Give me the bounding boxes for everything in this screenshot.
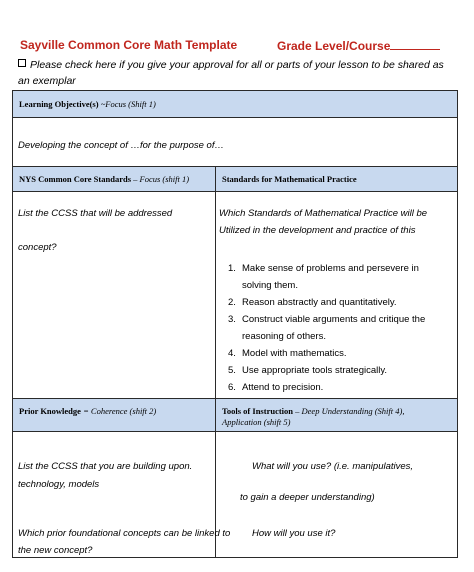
math-practice-item [228, 345, 448, 362]
tools-line3: How will you use it? [252, 528, 336, 539]
nys-standards-focus: – Focus (shift 1) [133, 174, 190, 184]
item-number: 3. [228, 314, 236, 325]
math-practice-item [228, 294, 448, 311]
item-text: Model with mathematics. [242, 348, 347, 359]
math-practice-item [228, 260, 448, 294]
prior-knowledge-line4: the new concept? [18, 545, 93, 556]
item-text: Attend to precision. [242, 382, 324, 393]
column-divider-upper [215, 192, 216, 398]
learning-objective-heading: Learning Objective(s) [19, 99, 99, 109]
math-practice-list [228, 260, 448, 396]
prior-knowledge-sub: = Coherence (shift 2) [83, 406, 157, 416]
math-practice-line1: Which Standards of Mathematical Practice will be [219, 208, 428, 219]
item-number: 1. [228, 263, 236, 274]
prior-knowledge-line1: List the CCSS that you are building upon. [18, 461, 193, 472]
nys-standards-header [12, 166, 216, 192]
approval-checkbox[interactable] [18, 59, 26, 67]
nys-standards-line2: concept? [18, 242, 57, 253]
grade-level-blank[interactable] [390, 38, 440, 50]
math-practice-header [215, 166, 458, 192]
approval-text: Please check here if you give your approval for all or parts of your lesson to be shared as an exemplar [18, 59, 444, 87]
math-practice-item [228, 379, 448, 396]
learning-objective-body: Developing the concept of …for the purpose of… [18, 140, 224, 151]
tools-header [215, 398, 458, 432]
tools-line1: What will you use? (i.e. manipulatives, [252, 461, 414, 472]
nys-standards-heading: NYS Common Core Standards [19, 174, 132, 184]
grade-level-text: Grade Level/Course [277, 39, 391, 53]
template-title: Sayville Common Core Math Template [20, 38, 238, 52]
grade-level-label [277, 38, 440, 53]
item-text: Use appropriate tools strategically. [242, 365, 388, 376]
tools-sub1: – Deep Understanding (Shift 4), [295, 406, 405, 416]
approval-checkbox-row [18, 57, 458, 89]
prior-knowledge-line2: technology, models [18, 479, 100, 490]
item-number: 6. [228, 382, 236, 393]
nys-standards-line1: List the CCSS that will be addressed [18, 208, 173, 219]
item-text: Construct viable arguments and critique the reasoning of others. [242, 314, 426, 342]
learning-objective-focus: ~Focus (Shift 1) [100, 99, 156, 109]
prior-knowledge-header [12, 398, 216, 432]
math-practice-line2: Utilized in the development and practice of this [219, 225, 416, 236]
item-text: Make sense of problems and persevere in solving them. [242, 263, 419, 291]
math-practice-item [228, 311, 448, 345]
item-number: 2. [228, 297, 236, 308]
item-text: Reason abstractly and quantitatively. [242, 297, 397, 308]
math-practice-heading: Standards for Mathematical Practice [222, 174, 357, 184]
tools-heading: Tools of Instruction [222, 406, 294, 416]
tools-sub2: Application (shift 5) [222, 417, 291, 427]
item-number: 5. [228, 365, 236, 376]
prior-knowledge-line3: Which prior foundational concepts can be linked to [18, 528, 231, 539]
prior-knowledge-heading: Prior Knowledge [19, 406, 81, 416]
item-number: 4. [228, 348, 236, 359]
math-practice-item [228, 362, 448, 379]
tools-line2: to gain a deeper understanding) [240, 492, 375, 503]
learning-objective-header [12, 90, 458, 118]
